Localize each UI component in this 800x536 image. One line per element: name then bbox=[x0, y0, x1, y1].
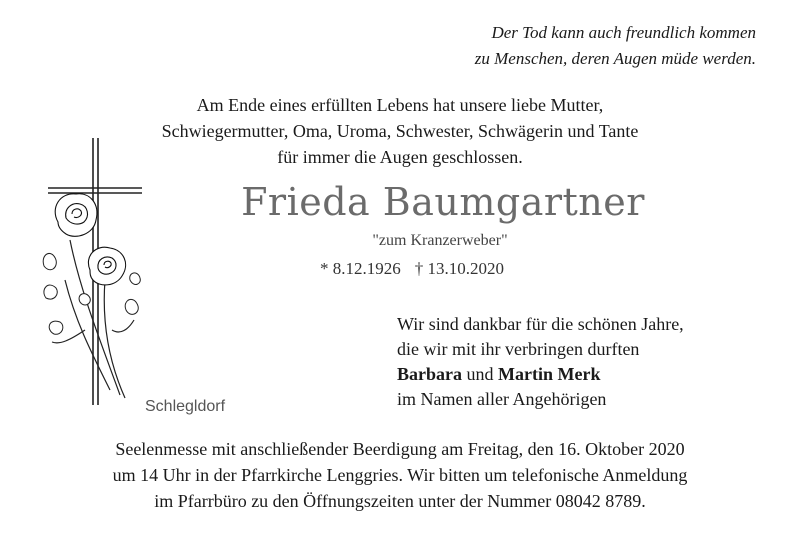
birth-date: * 8.12.1926 bbox=[320, 259, 401, 278]
mourners-line bbox=[397, 362, 684, 387]
deceased-nickname: "zum Kranzerweber" bbox=[372, 232, 508, 249]
place-name: Schlegldorf bbox=[145, 398, 226, 415]
mourner-2: Martin Merk bbox=[498, 364, 601, 384]
epigraph-quote bbox=[336, 20, 756, 72]
mourner-1: Barbara bbox=[397, 364, 462, 384]
thanks-block bbox=[397, 312, 684, 412]
intro-line-1: Am Ende eines erfüllten Lebens hat unsere liebe Mutter, bbox=[196, 95, 604, 115]
deceased-name: Frieda Baumgartner bbox=[241, 180, 645, 224]
funeral-line-2: um 14 Uhr in der Pfarrkirche Lenggries. Wir bitten um telefonische Anmeldung bbox=[112, 465, 688, 485]
funeral-line-3: im Pfarrbüro zu den Öffnungszeiten unter der Nummer 08042 8789. bbox=[154, 491, 646, 511]
intro-line-3: für immer die Augen geschlossen. bbox=[277, 147, 523, 167]
thanks-line-1: Wir sind dankbar für die schönen Jahre, bbox=[397, 314, 684, 334]
death-date: † 13.10.2020 bbox=[414, 259, 504, 278]
thanks-line-4: im Namen aller Angehörigen bbox=[397, 389, 607, 409]
funeral-line-1: Seelenmesse mit anschließender Beerdigung am Freitag, den 16. Oktober 2020 bbox=[115, 439, 685, 459]
thanks-line-2: die wir mit ihr verbringen durften bbox=[397, 339, 640, 359]
funeral-notice bbox=[0, 436, 800, 514]
quote-line-2: zu Menschen, deren Augen müde werden. bbox=[474, 49, 756, 68]
mourners-conjunction: und bbox=[466, 364, 494, 384]
quote-line-1: Der Tod kann auch freundlich kommen bbox=[491, 23, 756, 42]
intro-line-2: Schwiegermutter, Oma, Uroma, Schwester, Schwägerin und Tante bbox=[161, 121, 639, 141]
life-dates bbox=[320, 257, 504, 281]
cross-with-roses-icon bbox=[30, 130, 160, 410]
